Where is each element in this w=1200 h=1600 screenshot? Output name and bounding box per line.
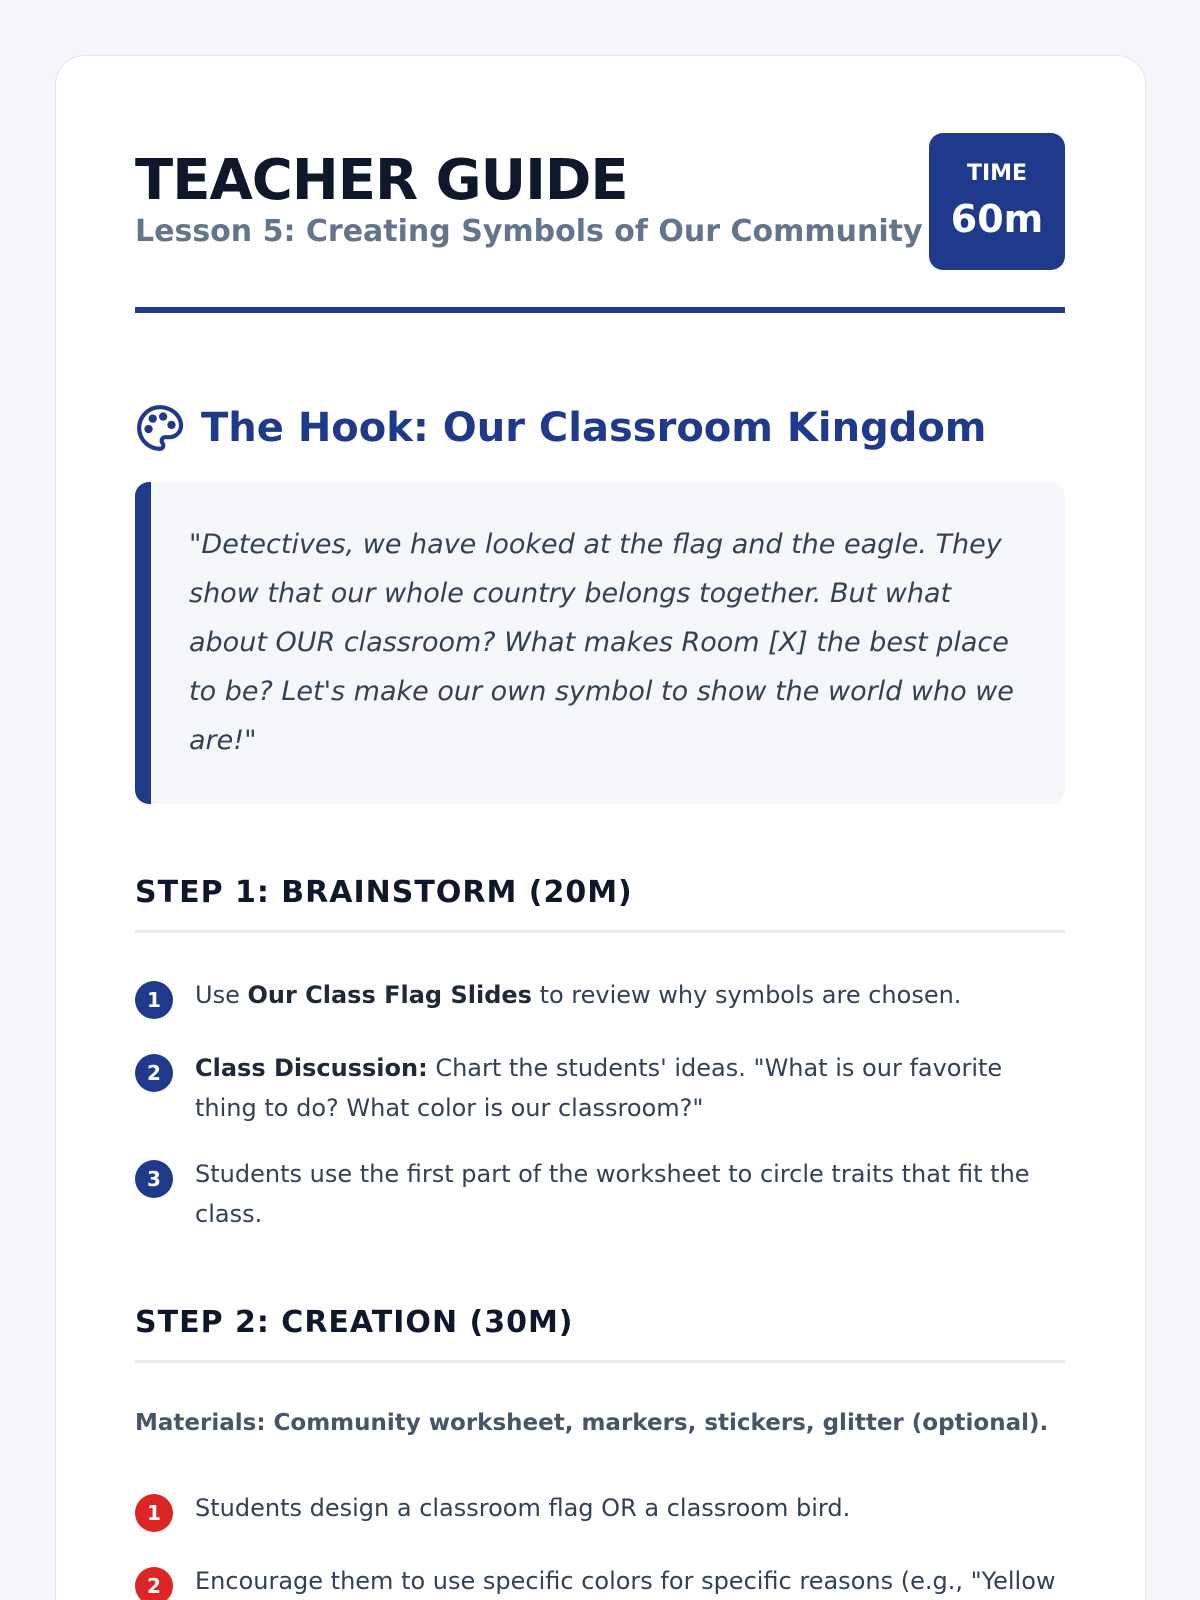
hook-title: The Hook: Our Classroom Kingdom <box>201 405 987 451</box>
list-item <box>135 1048 1065 1154</box>
list-item <box>135 1488 1065 1561</box>
step-text: Students use the first part of the worksheet to circle traits that fit the class. <box>195 1160 1030 1228</box>
step-text: Class Discussion: Chart the students' ideas. "What is our favorite thing to do? What color is our classroom?" <box>195 1054 1003 1122</box>
list-item <box>135 1561 1065 1600</box>
step-number: 1 <box>135 981 173 1019</box>
time-value: 60m <box>950 197 1044 241</box>
step-number: 1 <box>135 1494 173 1532</box>
step-text: Use Our Class Flag Slides to review why symbols are chosen. <box>195 981 962 1009</box>
step2-heading: STEP 2: CREATION (30M) <box>135 1305 1065 1363</box>
time-badge <box>929 133 1065 270</box>
list-item <box>135 1154 1065 1260</box>
step-number: 3 <box>135 1160 173 1198</box>
hook-quote <box>135 482 1065 804</box>
step1-list <box>135 975 1065 1260</box>
page-title: TEACHER GUIDE <box>135 148 628 213</box>
time-label: TIME <box>966 161 1028 186</box>
lesson-subtitle: Lesson 5: Creating Symbols of Our Community <box>135 214 923 249</box>
list-item <box>135 975 1065 1048</box>
step-number: 2 <box>135 1567 173 1600</box>
step-number: 2 <box>135 1054 173 1092</box>
step-text: Students design a classroom flag OR a classroom bird. <box>195 1494 851 1522</box>
palette-icon <box>135 403 185 453</box>
hook-heading <box>135 403 987 453</box>
materials-note: Materials: Community worksheet, markers, stickers, glitter (optional). <box>135 1410 1049 1436</box>
step2-list <box>135 1488 1065 1600</box>
step1-heading: STEP 1: BRAINSTORM (20M) <box>135 875 1065 933</box>
step-text: Encourage them to use specific colors for specific reasons (e.g., "Yellow <box>195 1567 1056 1595</box>
guide-header <box>135 133 1065 313</box>
hook-quote-text: "Detectives, we have looked at the flag and the eagle. They show that our whole country belongs together. But what about OUR classroom? What makes Room [X] the best place to be? Let's make our own symbol to show the world who we are!" <box>189 529 1014 756</box>
